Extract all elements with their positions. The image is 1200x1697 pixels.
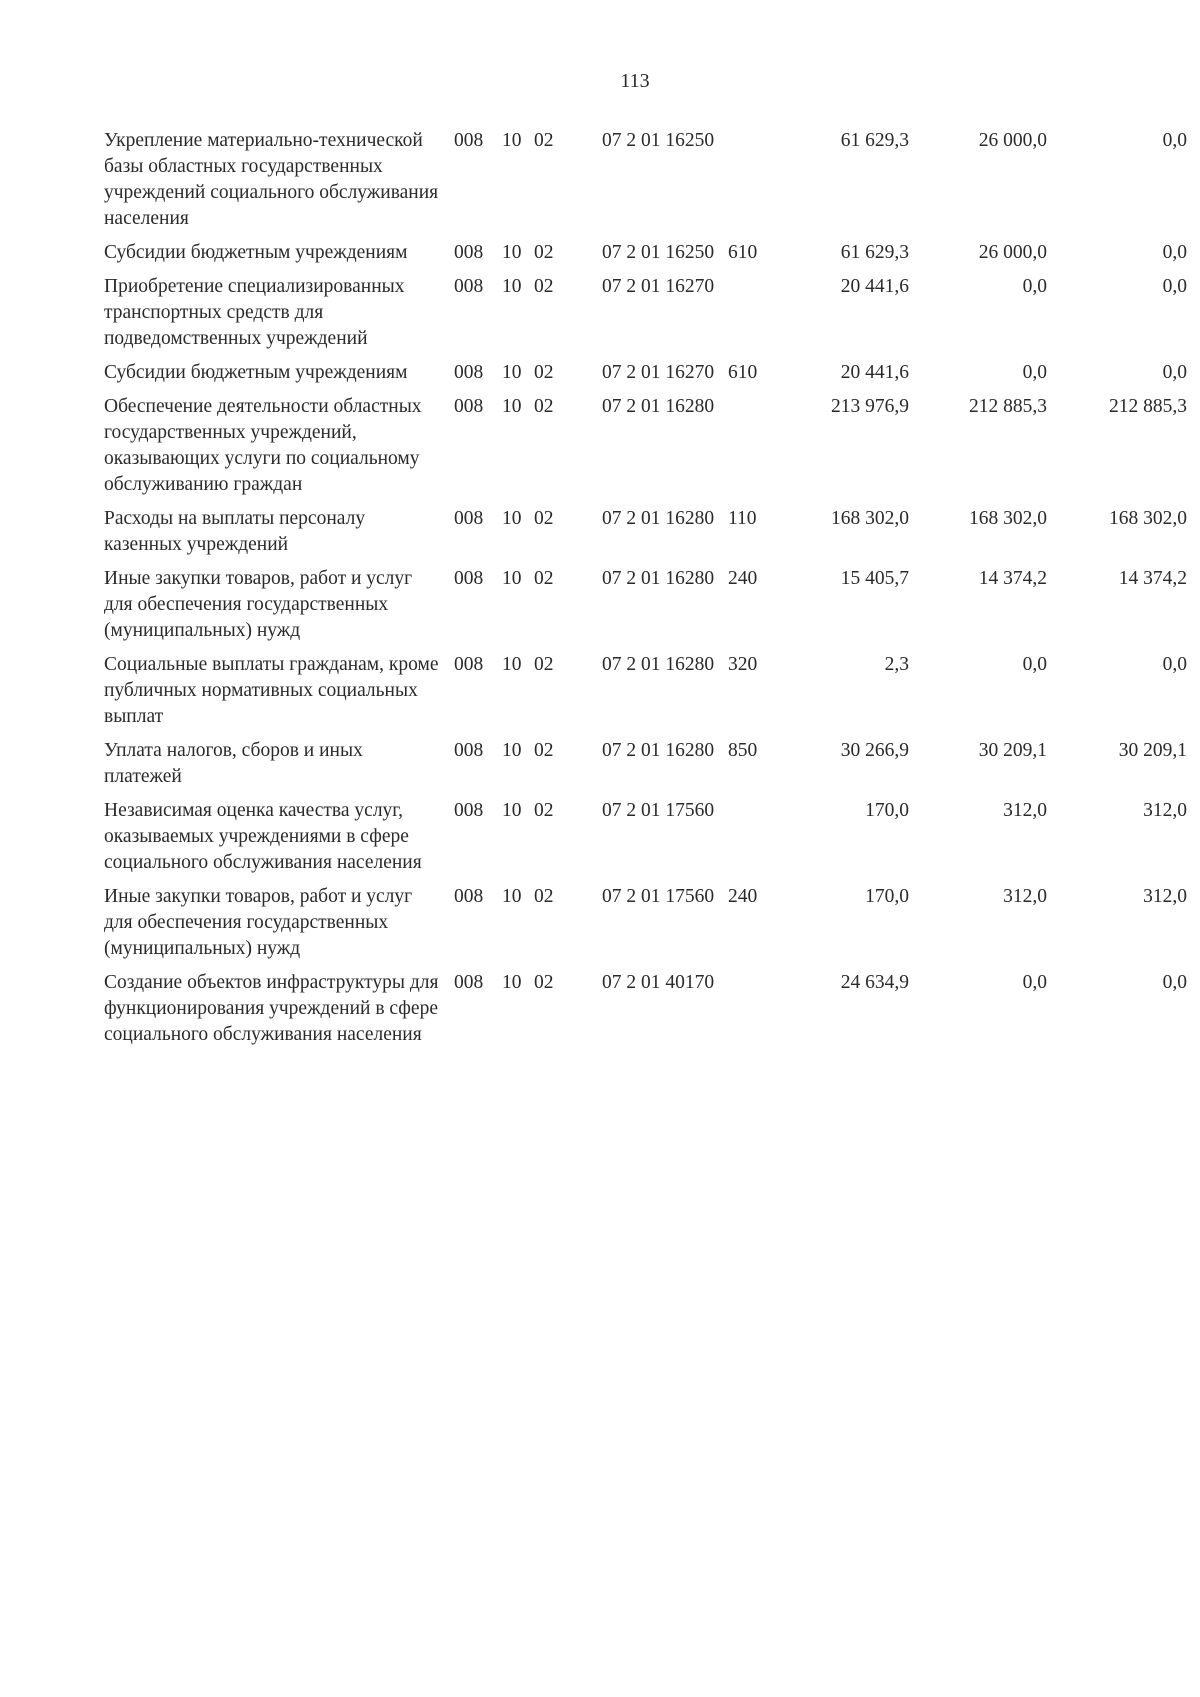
row-section-code: 10: [502, 654, 522, 675]
row-subsection-code: 02: [534, 886, 554, 907]
row-subsection-code: 02: [534, 972, 554, 993]
table-row: [104, 506, 1187, 566]
row-amount-year1: 170,0: [865, 800, 909, 821]
row-name: Субсидии бюджетным учреждениям: [104, 362, 408, 383]
row-amount-year3: 312,0: [1143, 800, 1187, 821]
row-ved-code: 008: [454, 276, 484, 297]
row-target-code: 07 2 01 16280: [602, 508, 715, 529]
row-name: Независимая оценка качества услуг, оказываемых учреждениями в сфере социального обслуживания населения: [104, 800, 422, 873]
table-row: [104, 240, 1187, 274]
row-name: Иные закупки товаров, работ и услуг для обеспечения государственных (муниципальных) нужд: [104, 568, 413, 641]
row-ved-code: 008: [454, 130, 484, 151]
row-section-code: 10: [502, 130, 522, 151]
row-expense-type: 240: [728, 886, 758, 907]
row-section-code: 10: [502, 276, 522, 297]
table-row: [104, 970, 1187, 1056]
row-subsection-code: 02: [534, 130, 554, 151]
row-amount-year1: 20 441,6: [840, 276, 909, 297]
row-subsection-code: 02: [534, 654, 554, 675]
row-expense-type: 320: [728, 654, 758, 675]
row-name: Социальные выплаты гражданам, кроме публичных нормативных социальных выплат: [104, 654, 439, 727]
row-ved-code: 008: [454, 242, 484, 263]
budget-table: [104, 128, 1187, 1056]
row-section-code: 10: [502, 972, 522, 993]
row-amount-year3: 168 302,0: [1109, 508, 1187, 529]
row-section-code: 10: [502, 362, 522, 383]
row-amount-year1: 15 405,7: [840, 568, 909, 589]
page-number: 113: [620, 70, 650, 92]
row-target-code: 07 2 01 17560: [602, 800, 715, 821]
row-subsection-code: 02: [534, 242, 554, 263]
row-subsection-code: 02: [534, 396, 554, 417]
row-amount-year1: 2,3: [884, 654, 909, 675]
row-subsection-code: 02: [534, 800, 554, 821]
table-row: [104, 652, 1187, 738]
row-target-code: 07 2 01 16280: [602, 396, 715, 417]
row-expense-type: 850: [728, 740, 758, 761]
row-name: Уплата налогов, сборов и иных платежей: [104, 740, 363, 787]
row-target-code: 07 2 01 16250: [602, 242, 715, 263]
row-target-code: 07 2 01 16250: [602, 130, 715, 151]
row-amount-year3: 0,0: [1162, 362, 1187, 383]
row-expense-type: 610: [728, 362, 758, 383]
table-row: [104, 738, 1187, 798]
row-ved-code: 008: [454, 508, 484, 529]
row-ved-code: 008: [454, 800, 484, 821]
row-amount-year1: 170,0: [865, 886, 909, 907]
row-target-code: 07 2 01 16270: [602, 362, 715, 383]
row-name: Укрепление материально-технической базы областных государственных учреждений социального обслуживания населения: [104, 130, 439, 229]
table-row: [104, 128, 1187, 240]
row-section-code: 10: [502, 508, 522, 529]
row-amount-year1: 168 302,0: [831, 508, 909, 529]
row-amount-year1: 61 629,3: [840, 242, 909, 263]
row-expense-type: 110: [728, 508, 757, 529]
row-amount-year2: 30 209,1: [978, 740, 1047, 761]
row-amount-year1: 30 266,9: [840, 740, 909, 761]
table-row: [104, 394, 1187, 506]
row-expense-type: 610: [728, 242, 758, 263]
table-row: [104, 360, 1187, 394]
row-amount-year2: 0,0: [1022, 654, 1047, 675]
row-name: Приобретение специализированных транспортных средств для подведомственных учреждений: [104, 276, 405, 349]
row-subsection-code: 02: [534, 568, 554, 589]
row-target-code: 07 2 01 40170: [602, 972, 715, 993]
row-amount-year2: 26 000,0: [978, 242, 1047, 263]
row-amount-year1: 213 976,9: [831, 396, 909, 417]
row-target-code: 07 2 01 16280: [602, 568, 715, 589]
row-amount-year3: 212 885,3: [1109, 396, 1187, 417]
row-amount-year3: 14 374,2: [1118, 568, 1187, 589]
row-expense-type: 240: [728, 568, 758, 589]
row-target-code: 07 2 01 16280: [602, 654, 715, 675]
row-name: Субсидии бюджетным учреждениям: [104, 242, 408, 263]
row-section-code: 10: [502, 800, 522, 821]
row-amount-year3: 0,0: [1162, 130, 1187, 151]
row-ved-code: 008: [454, 886, 484, 907]
row-subsection-code: 02: [534, 740, 554, 761]
row-section-code: 10: [502, 396, 522, 417]
row-amount-year1: 20 441,6: [840, 362, 909, 383]
row-section-code: 10: [502, 242, 522, 263]
row-expense-type: [718, 274, 773, 360]
row-amount-year2: 0,0: [1022, 276, 1047, 297]
row-amount-year1: 61 629,3: [840, 130, 909, 151]
row-amount-year2: 312,0: [1003, 886, 1047, 907]
row-target-code: 07 2 01 16270: [602, 276, 715, 297]
row-section-code: 10: [502, 740, 522, 761]
row-ved-code: 008: [454, 972, 484, 993]
row-expense-type: [718, 128, 773, 240]
table-row: [104, 274, 1187, 360]
row-amount-year2: 212 885,3: [969, 396, 1047, 417]
row-amount-year1: 24 634,9: [840, 972, 909, 993]
row-amount-year3: 0,0: [1162, 972, 1187, 993]
row-name: Расходы на выплаты персоналу казенных учреждений: [104, 508, 366, 555]
row-ved-code: 008: [454, 362, 484, 383]
row-amount-year2: 0,0: [1022, 362, 1047, 383]
row-ved-code: 008: [454, 568, 484, 589]
row-amount-year3: 0,0: [1162, 242, 1187, 263]
row-expense-type: [718, 970, 773, 1056]
table-row: [104, 566, 1187, 652]
table-row: [104, 798, 1187, 884]
row-amount-year2: 26 000,0: [978, 130, 1047, 151]
row-name: Создание объектов инфраструктуры для функционирования учреждений в сфере социального обслуживания населения: [104, 972, 439, 1045]
row-section-code: 10: [502, 568, 522, 589]
row-section-code: 10: [502, 886, 522, 907]
row-expense-type: [718, 798, 773, 884]
row-amount-year3: 0,0: [1162, 276, 1187, 297]
row-ved-code: 008: [454, 740, 484, 761]
row-subsection-code: 02: [534, 276, 554, 297]
row-amount-year2: 14 374,2: [978, 568, 1047, 589]
row-ved-code: 008: [454, 396, 484, 417]
row-subsection-code: 02: [534, 362, 554, 383]
row-subsection-code: 02: [534, 508, 554, 529]
row-amount-year2: 312,0: [1003, 800, 1047, 821]
row-amount-year2: 168 302,0: [969, 508, 1047, 529]
row-amount-year3: 30 209,1: [1118, 740, 1187, 761]
row-target-code: 07 2 01 16280: [602, 740, 715, 761]
row-name: Иные закупки товаров, работ и услуг для обеспечения государственных (муниципальных) нужд: [104, 886, 413, 959]
row-expense-type: [718, 394, 773, 506]
row-ved-code: 008: [454, 654, 484, 675]
row-name: Обеспечение деятельности областных государственных учреждений, оказывающих услуги по социальному обслуживанию граждан: [104, 396, 422, 495]
row-amount-year3: 312,0: [1143, 886, 1187, 907]
row-amount-year2: 0,0: [1022, 972, 1047, 993]
row-target-code: 07 2 01 17560: [602, 886, 715, 907]
row-amount-year3: 0,0: [1162, 654, 1187, 675]
table-row: [104, 884, 1187, 970]
